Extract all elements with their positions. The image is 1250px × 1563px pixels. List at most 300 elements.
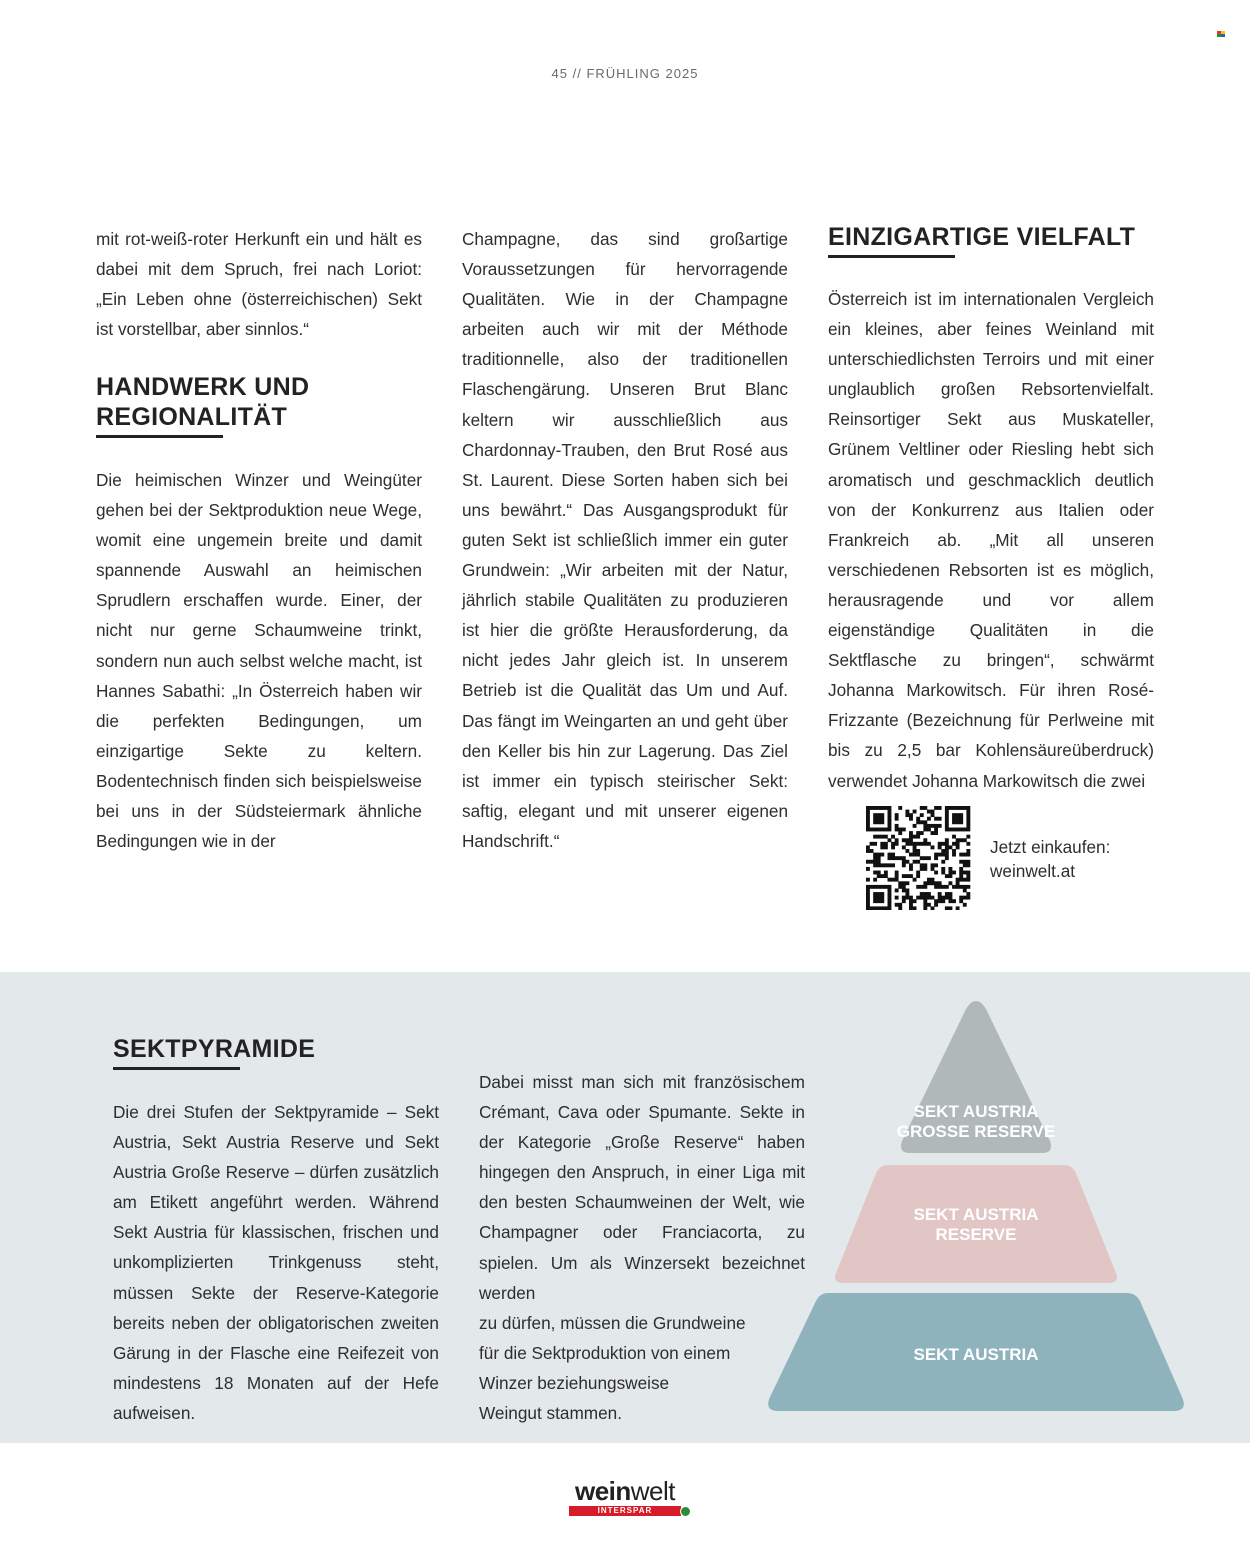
qr-module	[920, 806, 924, 810]
qr-module	[898, 856, 902, 860]
qr-module	[963, 888, 967, 892]
qr-module	[909, 813, 913, 817]
qr-module	[945, 806, 949, 810]
qr-module	[934, 899, 938, 903]
qr-module	[909, 831, 913, 835]
qr-module	[884, 863, 888, 867]
qr-module	[941, 853, 945, 857]
qr-module	[895, 903, 899, 907]
weinwelt-logo[interactable]	[560, 1478, 690, 1518]
qr-module	[902, 828, 906, 832]
qr-module	[913, 853, 917, 857]
qr-module	[923, 863, 927, 867]
col1-paragraph-1: mit rot-weiß-roter Herkunft ein und hält es dabei mit dem Spruch, frei nach Loriot: „Ein Leben ohne (österreichischen) Sekt ist vorstellbar, aber sinnlos.“	[96, 229, 422, 340]
qr-module	[966, 860, 970, 864]
qr-module	[966, 820, 970, 824]
qr-module	[877, 874, 881, 878]
qr-module	[923, 896, 927, 900]
qr-module	[902, 860, 906, 864]
qr-module	[866, 845, 870, 849]
qr-module	[866, 885, 870, 889]
qr-module	[941, 871, 945, 875]
qr-module	[888, 828, 892, 832]
qr-module	[866, 903, 870, 907]
qr-module	[870, 842, 874, 846]
qr-module	[873, 892, 877, 896]
qr-module	[952, 899, 956, 903]
pyramid-paragraph-right-line-3: Winzer beziehungsweise	[479, 1372, 670, 1393]
qr-module	[866, 906, 870, 910]
qr-module	[966, 842, 970, 846]
sektpyramide-heading: SEKTPYRAMIDE	[113, 1035, 316, 1063]
qr-module	[931, 867, 935, 871]
qr-module	[880, 820, 884, 824]
qr-module	[916, 871, 920, 875]
qr-module	[884, 835, 888, 839]
qr-module	[938, 806, 942, 810]
qr-module	[895, 871, 899, 875]
qr-module	[923, 838, 927, 842]
qr-module	[963, 896, 967, 900]
qr-module	[956, 881, 960, 885]
pyramid-mid-label-1: SEKT AUSTRIA	[913, 1205, 1039, 1224]
qr-module	[927, 810, 931, 814]
qr-module	[873, 853, 877, 857]
qr-module	[902, 899, 906, 903]
qr-module	[959, 896, 963, 900]
qr-module	[880, 899, 884, 903]
qr-module	[877, 896, 881, 900]
qr-module	[916, 817, 920, 821]
qr-module	[963, 903, 967, 907]
pyramid-paragraph-right	[479, 1067, 805, 1428]
qr-module	[952, 871, 956, 875]
qr-module	[966, 828, 970, 832]
qr-module	[931, 878, 935, 882]
qr-module	[888, 899, 892, 903]
qr-module	[902, 838, 906, 842]
pyramid-top-label-1: SEKT AUSTRIA	[913, 1102, 1039, 1121]
qr-module	[880, 863, 884, 867]
qr-module	[941, 860, 945, 864]
qr-module	[913, 899, 917, 903]
qr-module	[873, 899, 877, 903]
qr-module	[866, 878, 870, 882]
qr-module	[956, 828, 960, 832]
qr-module	[963, 828, 967, 832]
interspar-bar	[569, 1506, 681, 1516]
qr-module	[891, 878, 895, 882]
qr-module	[877, 820, 881, 824]
qr-module	[913, 878, 917, 882]
qr-module	[905, 842, 909, 846]
qr-module	[934, 863, 938, 867]
qr-module	[948, 828, 952, 832]
qr-module	[913, 835, 917, 839]
qr-module	[877, 817, 881, 821]
qr-module	[959, 853, 963, 857]
qr-module	[945, 813, 949, 817]
qr-module	[909, 853, 913, 857]
qr-module	[931, 845, 935, 849]
qr-module	[956, 817, 960, 821]
qr-module	[895, 888, 899, 892]
qr-module	[934, 903, 938, 907]
qr-module	[891, 856, 895, 860]
qr-module	[888, 813, 892, 817]
qr-module	[902, 881, 906, 885]
qr-module	[870, 860, 874, 864]
qr-module	[898, 906, 902, 910]
qr-module	[866, 810, 870, 814]
col1-paragraph-2: Die heimischen Winzer und Weingüter gehen bei der Sektproduktion neue Wege, womit eine ungemein breite und damit spannende Auswahl an heimischen Sprudlern erschaffen wurde. Einer, der nicht nur gerne Schaumweine trinkt, sondern nun auch selbst welche macht, ist Hannes Sabathi: „In Österreich haben wir die perfekten Bedingungen, um einzigartige Sekte zu keltern. Bodentechnisch finden sich beispielsweise bei uns in der Südsteiermark ähnliche Bedingungen wie in der	[96, 470, 422, 852]
sektpyramide-underline	[113, 1067, 240, 1070]
qr-module	[909, 906, 913, 910]
qr-module	[923, 867, 927, 871]
qr-module	[956, 906, 960, 910]
qr-module	[888, 863, 892, 867]
shop-link[interactable]: weinwelt.at	[990, 861, 1076, 881]
qr-module	[963, 853, 967, 857]
qr-module	[877, 856, 881, 860]
qr-module	[931, 896, 935, 900]
handwerk-heading-line1: HANDWERK UND	[96, 373, 310, 401]
qr-module	[909, 842, 913, 846]
qr-module	[931, 824, 935, 828]
qr-module	[866, 888, 870, 892]
qr-module	[927, 892, 931, 896]
qr-module	[902, 856, 906, 860]
qr-module	[945, 820, 949, 824]
qr-module	[948, 892, 952, 896]
qr-module	[866, 896, 870, 900]
qr-module	[902, 845, 906, 849]
qr-module	[916, 835, 920, 839]
qr-module	[934, 856, 938, 860]
qr-module	[884, 828, 888, 832]
qr-module	[959, 874, 963, 878]
qr-module	[895, 838, 899, 842]
qr-module	[888, 810, 892, 814]
qr-module	[866, 806, 870, 810]
qr-module	[923, 828, 927, 832]
qr-module	[877, 892, 881, 896]
qr-module	[945, 849, 949, 853]
qr-module	[956, 813, 960, 817]
qr-module	[888, 856, 892, 860]
qr-module	[888, 820, 892, 824]
qr-module	[945, 856, 949, 860]
qr-module	[956, 842, 960, 846]
qr-module	[934, 817, 938, 821]
qr-module	[923, 903, 927, 907]
qr-module	[884, 874, 888, 878]
qr-module	[927, 903, 931, 907]
qr-module	[891, 853, 895, 857]
qr-module	[877, 906, 881, 910]
qr-module	[888, 806, 892, 810]
qr-module	[873, 820, 877, 824]
qr-module	[952, 806, 956, 810]
qr-module	[959, 813, 963, 817]
qr-module	[905, 860, 909, 864]
qr-module	[895, 828, 899, 832]
handwerk-heading	[96, 372, 426, 432]
qr-module	[877, 871, 881, 875]
qr-module	[948, 845, 952, 849]
qr-module	[923, 856, 927, 860]
qr-module	[959, 820, 963, 824]
qr-module	[966, 871, 970, 875]
qr-module	[941, 842, 945, 846]
qr-module	[895, 874, 899, 878]
qr-module	[880, 853, 884, 857]
qr-module	[877, 860, 881, 864]
qr-module	[866, 867, 870, 871]
qr-module	[877, 835, 881, 839]
qr-module	[923, 885, 927, 889]
qr-module	[895, 896, 899, 900]
qr-module	[963, 871, 967, 875]
qr-module	[873, 906, 877, 910]
qr-module	[952, 813, 956, 817]
qr-module	[945, 853, 949, 857]
qr-module	[895, 817, 899, 821]
qr-module	[966, 892, 970, 896]
qr-module	[923, 881, 927, 885]
qr-module	[909, 863, 913, 867]
qr-module	[905, 896, 909, 900]
col3-paragraph: Österreich ist im internationalen Vergleich ein kleines, aber feines Weinland mit unterschiedlichsten Terroirs und mit einer unglaublich großen Rebsortenvielfalt. Reinsortiger Sekt aus Muskateller, Grünem Veltliner oder Riesling hebt sich aromatisch und geschmacklich deutlich von der Konkurrenz aus Italien oder Frankreich ab. „Mit all unseren verschiedenen Rebsorten ist es möglich, herausragende und vor allem eigenständige Qualitäten in die Sektflasche zu bringen“, schwärmt Johanna Markowitsch. Für ihren Rosé-Frizzante (Bezeichnung für Perlweine mit bis zu 2,5 bar Kohlensäureüberdruck) verwendet Johanna Markowitsch die zwei	[828, 289, 1154, 791]
qr-module	[884, 842, 888, 846]
qr-module	[880, 806, 884, 810]
qr-module	[927, 878, 931, 882]
qr-module	[963, 860, 967, 864]
qr-module	[945, 874, 949, 878]
qr-module	[880, 845, 884, 849]
qr-module	[927, 842, 931, 846]
pyramid-mid-label-2: RESERVE	[935, 1225, 1017, 1244]
qr-module	[959, 871, 963, 875]
qr-module	[873, 860, 877, 864]
qr-module	[959, 817, 963, 821]
qr-module	[963, 863, 967, 867]
qr-module	[909, 835, 913, 839]
qr-module	[920, 863, 924, 867]
qr-module	[916, 820, 920, 824]
qr-module	[966, 874, 970, 878]
pyramid-top-label-2: GROSSE RESERVE	[896, 1122, 1056, 1141]
qr-module	[884, 885, 888, 889]
qr-module	[902, 885, 906, 889]
vielfalt-heading: EINZIGARTIGE VIELFALT	[828, 223, 1136, 251]
qr-module	[905, 810, 909, 814]
qr-module	[938, 896, 942, 900]
qr-module	[877, 828, 881, 832]
qr-module	[909, 899, 913, 903]
qr-module	[952, 817, 956, 821]
qr-module	[880, 835, 884, 839]
qr-module	[920, 892, 924, 896]
qr-module	[948, 906, 952, 910]
qr-module	[952, 885, 956, 889]
qr-module	[888, 853, 892, 857]
corner-mark	[1217, 31, 1225, 37]
qr-module	[891, 842, 895, 846]
qr-module	[938, 853, 942, 857]
qr-module	[934, 871, 938, 875]
pyramid-paragraph-right-line-1: zu dürfen, müssen die Grundweine	[479, 1312, 746, 1333]
qr-module	[959, 828, 963, 832]
qr-module	[905, 892, 909, 896]
qr-module	[938, 885, 942, 889]
qr-module	[934, 881, 938, 885]
qr-module	[873, 813, 877, 817]
pyramid-paragraph-right-line-4: Weingut stammen.	[479, 1403, 622, 1424]
qr-module	[945, 896, 949, 900]
qr-module	[938, 892, 942, 896]
qr-module	[952, 849, 956, 853]
qr-module	[920, 885, 924, 889]
sekt-pyramid-diagram	[760, 995, 1200, 1425]
qr-module	[877, 863, 881, 867]
qr-module	[956, 878, 960, 882]
qr-module	[945, 885, 949, 889]
qr-module	[902, 896, 906, 900]
vielfalt-underline	[828, 255, 955, 258]
qr-module	[952, 828, 956, 832]
qr-module	[884, 845, 888, 849]
qr-module	[934, 806, 938, 810]
pyramid-paragraph-right-line-2: für die Sektproduktion von einem	[479, 1342, 731, 1363]
qr-module	[934, 824, 938, 828]
qr-module	[916, 853, 920, 857]
qr-module	[880, 896, 884, 900]
qr-module	[877, 853, 881, 857]
qr-module	[956, 838, 960, 842]
qr-module	[920, 856, 924, 860]
qr-module	[913, 860, 917, 864]
qr-module	[888, 885, 892, 889]
qr-module	[920, 813, 924, 817]
shop-callout	[990, 835, 1190, 883]
qr-module	[916, 860, 920, 864]
qr-module	[905, 813, 909, 817]
qr-module	[905, 888, 909, 892]
logo-word-bold: wein	[574, 1476, 631, 1506]
qr-module	[866, 860, 870, 864]
spar-icon	[680, 1506, 691, 1517]
qr-module	[963, 838, 967, 842]
qr-module	[913, 906, 917, 910]
qr-module	[923, 820, 927, 824]
qr-module	[923, 892, 927, 896]
qr-module	[888, 896, 892, 900]
qr-module	[966, 806, 970, 810]
qr-module	[891, 845, 895, 849]
qr-module	[888, 888, 892, 892]
qr-module	[888, 824, 892, 828]
qr-module	[895, 842, 899, 846]
qr-module	[966, 835, 970, 839]
qr-module	[959, 899, 963, 903]
qr-module	[898, 828, 902, 832]
qr-module	[948, 871, 952, 875]
qr-module	[877, 899, 881, 903]
qr-module	[866, 820, 870, 824]
qr-module	[959, 885, 963, 889]
qr-module	[966, 810, 970, 814]
qr-module	[909, 903, 913, 907]
qr-module	[945, 838, 949, 842]
interspar-label: INTERSPAR	[597, 1506, 653, 1515]
qr-module	[931, 813, 935, 817]
qr-module	[945, 810, 949, 814]
qr-module	[941, 867, 945, 871]
qr-module	[966, 896, 970, 900]
qr-module	[873, 828, 877, 832]
qr-module	[870, 906, 874, 910]
qr-code[interactable]	[866, 806, 972, 910]
qr-module	[945, 817, 949, 821]
qr-module	[966, 849, 970, 853]
qr-module	[913, 824, 917, 828]
qr-module	[959, 867, 963, 871]
qr-module	[938, 842, 942, 846]
qr-module	[941, 896, 945, 900]
qr-module	[948, 867, 952, 871]
qr-module	[870, 885, 874, 889]
qr-module	[948, 806, 952, 810]
qr-module	[931, 810, 935, 814]
qr-module	[923, 906, 927, 910]
qr-module	[866, 899, 870, 903]
qr-module	[877, 806, 881, 810]
qr-module	[923, 824, 927, 828]
qr-module	[888, 906, 892, 910]
qr-module	[931, 881, 935, 885]
qr-module	[934, 828, 938, 832]
qr-module	[923, 899, 927, 903]
qr-module	[905, 838, 909, 842]
qr-module	[948, 881, 952, 885]
qr-module	[920, 831, 924, 835]
handwerk-underline	[96, 435, 223, 438]
qr-module	[895, 878, 899, 882]
qr-module	[916, 885, 920, 889]
qr-module	[888, 878, 892, 882]
qr-module	[952, 853, 956, 857]
qr-module	[895, 813, 899, 817]
pyramid-paragraph-left: Die drei Stufen der Sektpyramide – Sekt Austria, Sekt Austria Reserve und Sekt Austria Große Reserve – dürfen zusätzlich am Etikett angeführt werden. Während Sekt Austria für klassischen, frischen und unkomplizierten Trinkgenuss steht, müssen Sekte der Reserve-Kategorie bereits neben der obligatorischen zweiten Gärung in der Flasche eine Reifezeit von mindestens 18 Monaten auf der Hefe aufweisen.	[113, 1102, 439, 1423]
qr-module	[909, 867, 913, 871]
qr-module	[963, 806, 967, 810]
qr-module	[905, 874, 909, 878]
qr-module	[959, 806, 963, 810]
qr-module	[898, 806, 902, 810]
qr-module	[880, 828, 884, 832]
qr-module	[916, 842, 920, 846]
qr-module	[913, 842, 917, 846]
qr-module	[966, 817, 970, 821]
qr-module	[902, 874, 906, 878]
qr-module	[905, 881, 909, 885]
qr-module	[880, 842, 884, 846]
qr-module	[956, 806, 960, 810]
qr-module	[956, 885, 960, 889]
qr-module	[952, 842, 956, 846]
qr-module	[966, 813, 970, 817]
